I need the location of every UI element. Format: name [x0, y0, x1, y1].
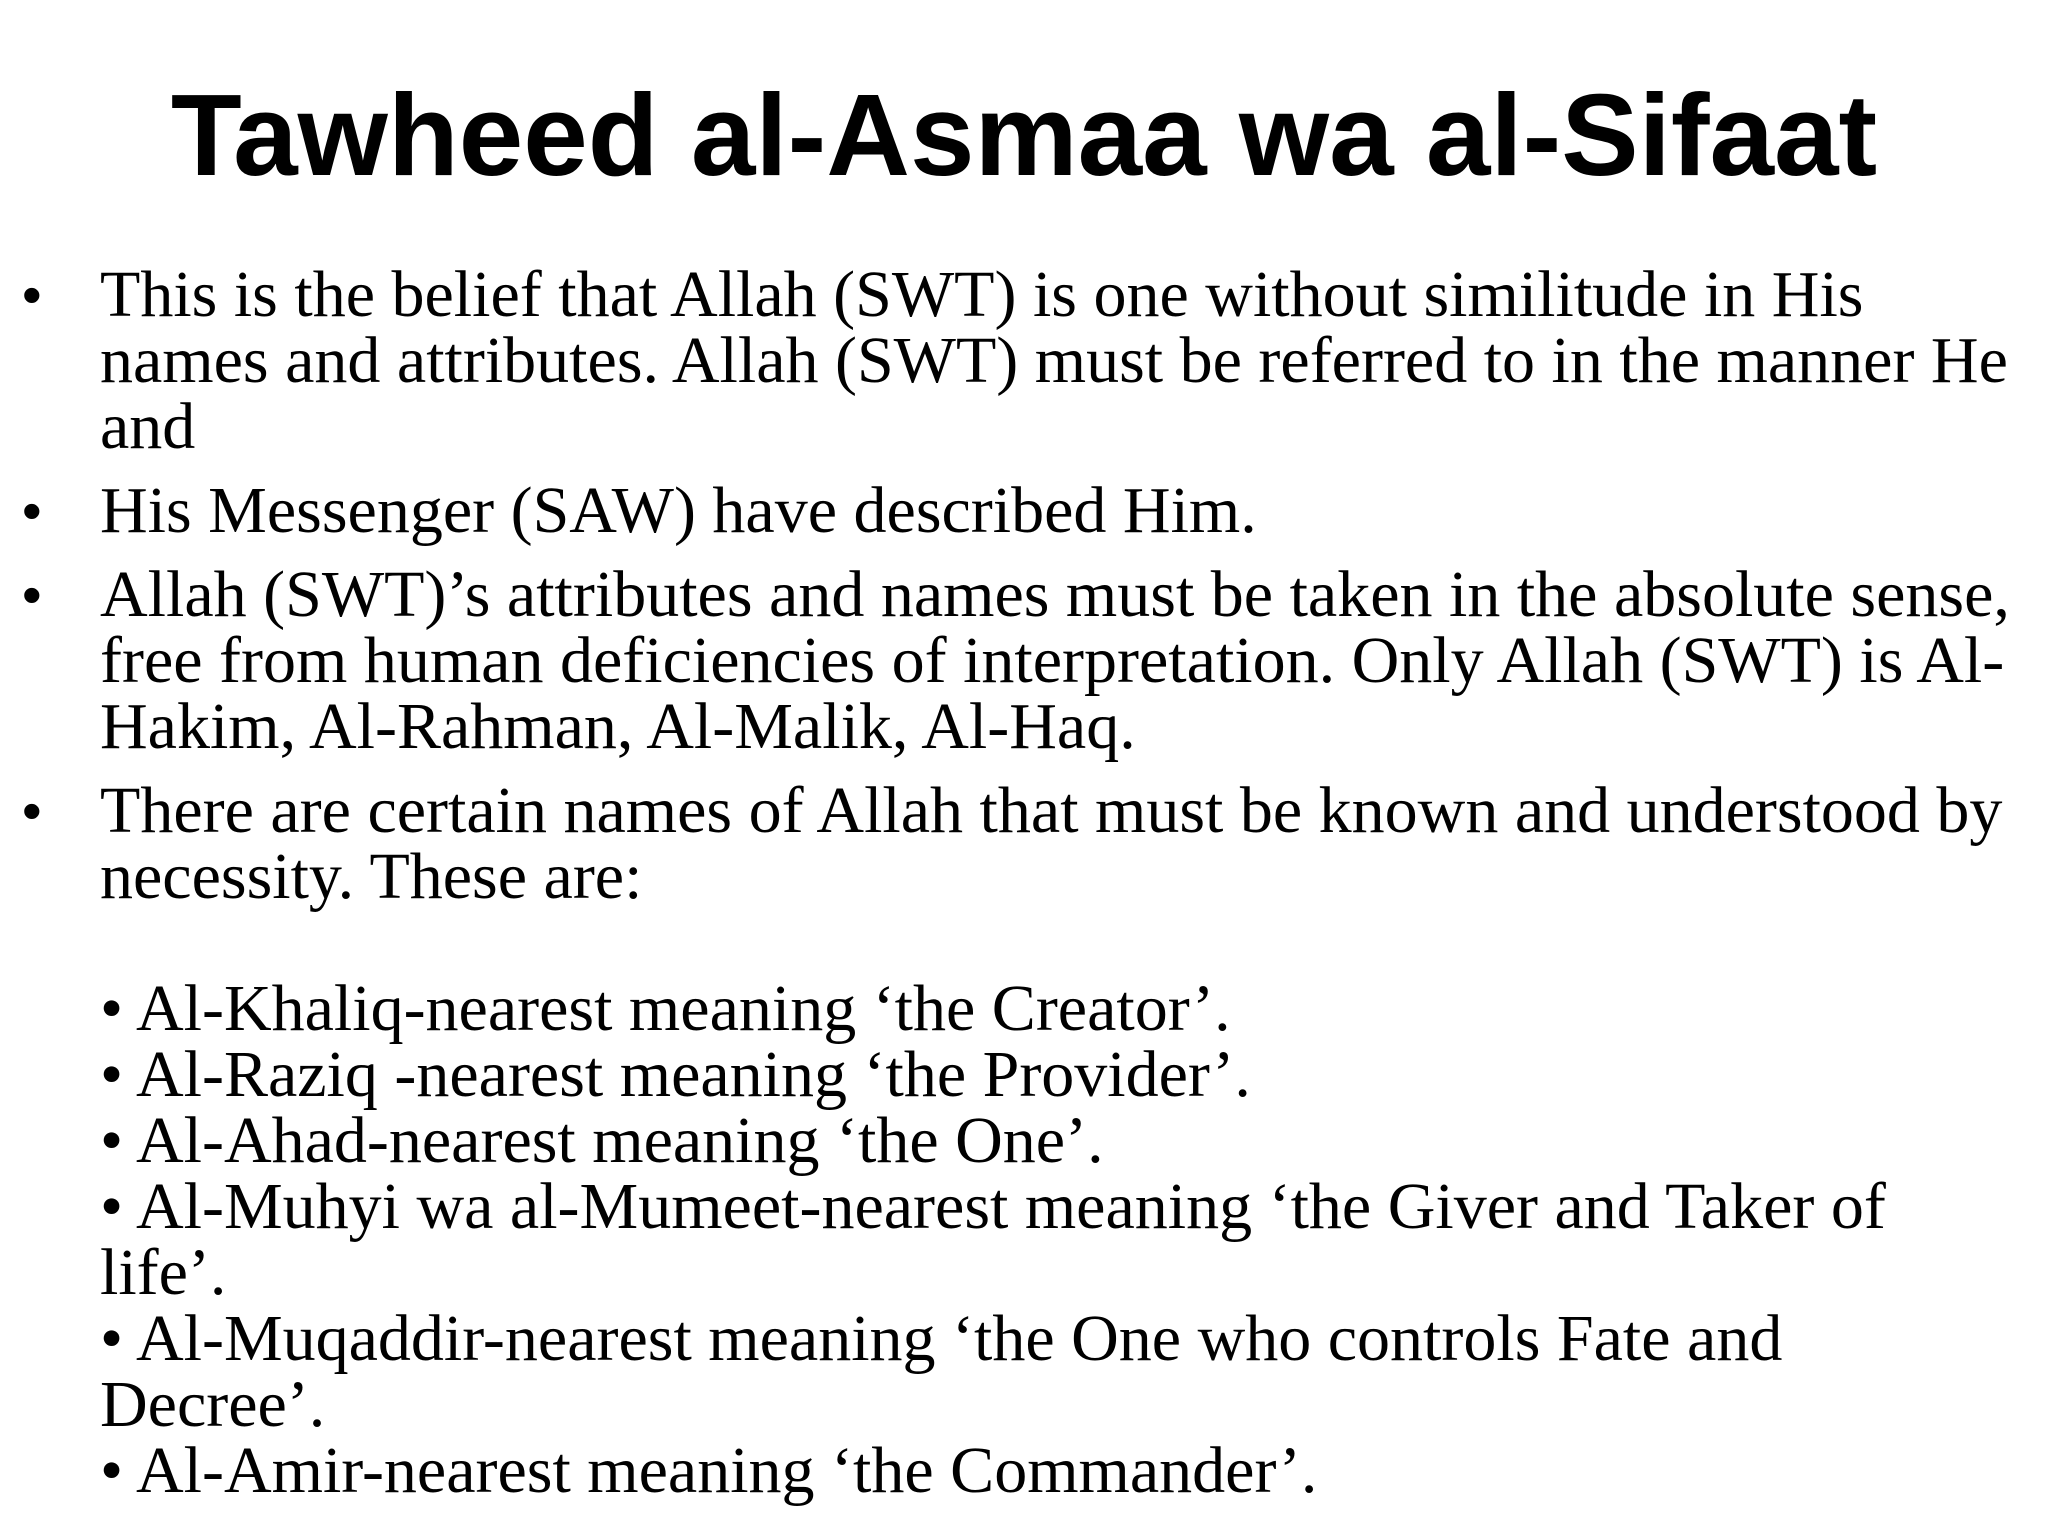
name-item: • Al-Amir-nearest meaning ‘the Commander’.: [100, 1434, 1318, 1507]
name-item: • Al-Muhyi wa al-Mumeet-nearest meaning ‘the Giver and Taker of life’.: [100, 1170, 1886, 1309]
bullet-text: This is the belief that Allah (SWT) is one without similitude in His names and attributes. Allah (SWT) must be referred to in the manner He and: [100, 258, 2008, 463]
bullet-text: Allah (SWT)’s attributes and names must be taken in the absolute sense, free from human deficiencies of interpretation. Only Allah (SWT) is Al-Hakim, Al-Rahman, Al-Malik, Al-Haq.: [100, 558, 2010, 763]
spacer: [100, 910, 2018, 976]
name-item: • Al-Khaliq-nearest meaning ‘the Creator’.: [100, 972, 1231, 1045]
name-item: • Al-Ahad-nearest meaning ‘the One’.: [100, 1104, 1104, 1177]
name-item: • Al-Raziq -nearest meaning ‘the Provider’.: [100, 1038, 1251, 1111]
bullet-item: [0, 474, 2048, 547]
bullet-marker: •: [22, 779, 42, 842]
bullet-text: His Messenger (SAW) have described Him.: [100, 474, 1257, 547]
bullet-marker: •: [22, 479, 42, 542]
bullet-item: [0, 774, 2048, 1507]
bullet-item: [0, 258, 2048, 463]
bullet-text: There are certain names of Allah that must be known and understood by necessity. These are:: [100, 774, 2003, 913]
bullet-marker: •: [22, 263, 42, 326]
names-list: [100, 972, 2018, 1507]
slide-title: Tawheed al-Asmaa wa al-Sifaat: [170, 70, 1878, 200]
bullet-item: [0, 558, 2048, 763]
bullet-marker: •: [22, 563, 42, 626]
bullet-list: [0, 258, 2048, 1522]
name-item: • Al-Muqaddir-nearest meaning ‘the One who controls Fate and Decree’.: [100, 1302, 1783, 1441]
